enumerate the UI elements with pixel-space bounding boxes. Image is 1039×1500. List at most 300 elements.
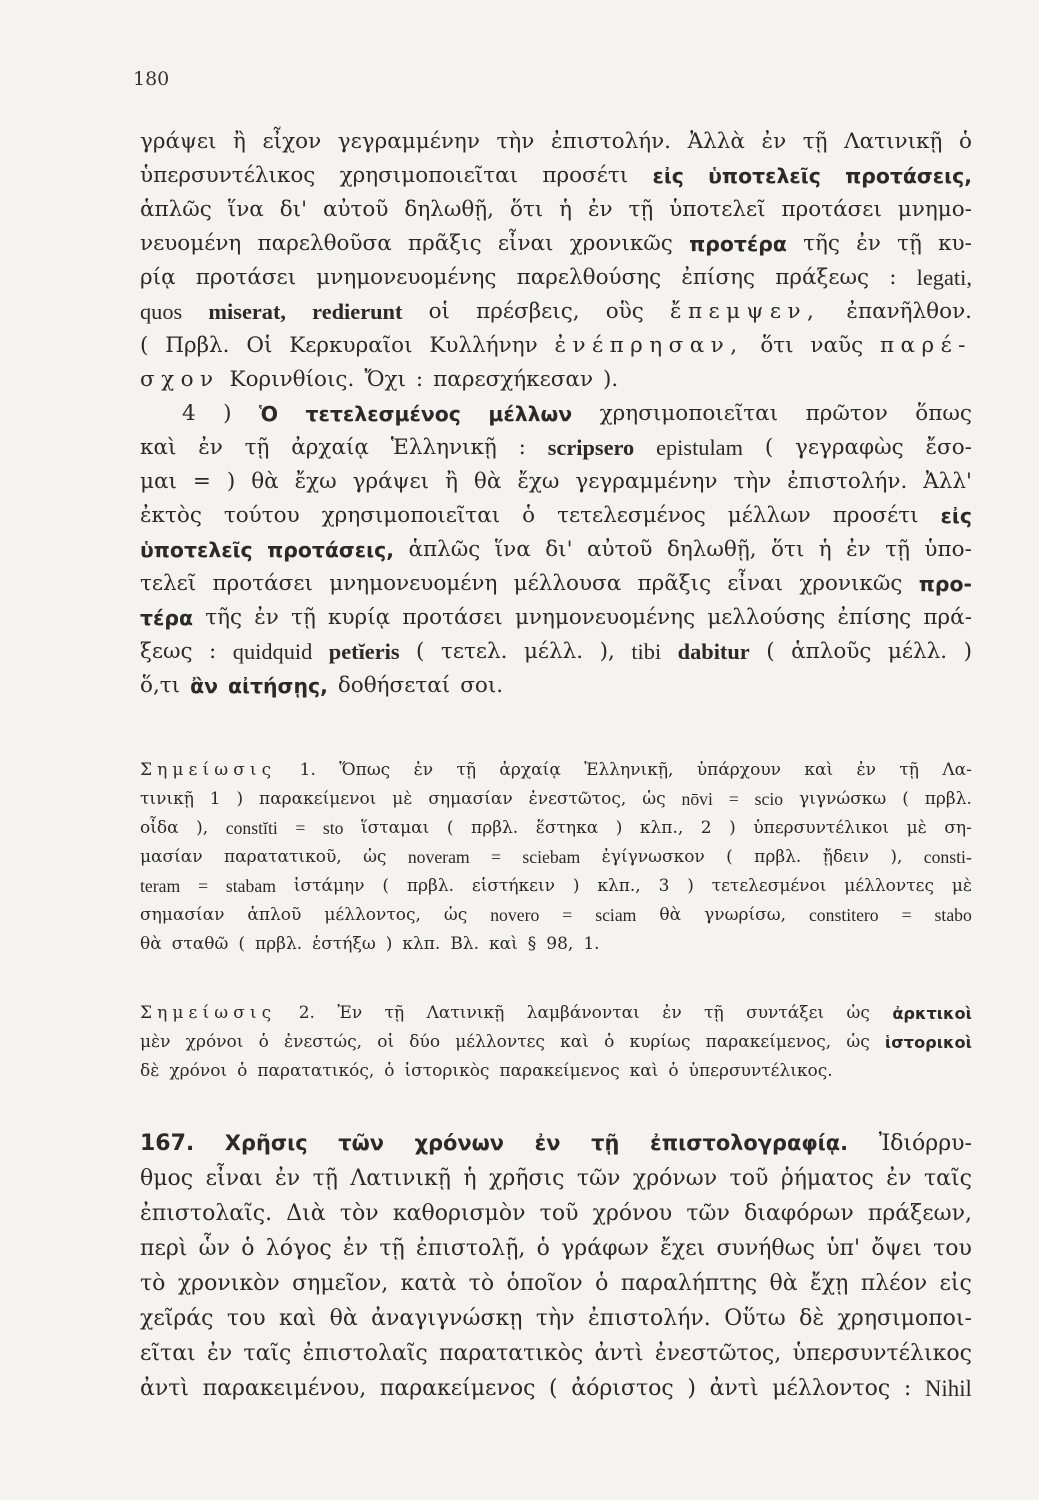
word: ἐν <box>198 435 223 460</box>
word: ταῖς <box>923 1166 972 1191</box>
word: 4 <box>182 401 196 426</box>
word: εἶναι <box>727 571 784 596</box>
word: τῇ <box>312 1166 338 1191</box>
word: ὁ <box>536 1236 550 1261</box>
word: μέλλ. <box>887 639 948 664</box>
word: ὅ,τι <box>140 673 181 698</box>
word: ἵνα <box>494 537 531 562</box>
word: Ἑλληνικῇ <box>390 435 497 460</box>
word: ἐνεστῶτος, <box>528 789 627 809</box>
word: ἐν <box>274 1166 301 1191</box>
word: ἔχει <box>660 1236 706 1261</box>
word: ἀρχαίᾳ <box>499 760 561 780</box>
word: πρῶτον <box>805 401 888 426</box>
word: ), <box>599 639 615 664</box>
text-line <box>140 843 972 872</box>
word: ( <box>764 435 774 460</box>
word: ἐν <box>886 1166 912 1191</box>
word: 1 <box>209 789 221 809</box>
word: ἐγίγνωσκον <box>601 847 705 867</box>
word: τούτου <box>223 503 300 528</box>
word: τὸν <box>339 1201 379 1226</box>
text-line <box>140 1371 972 1406</box>
word: ὁ <box>241 1236 255 1261</box>
word: προτέρα <box>689 232 787 256</box>
word: epistulam <box>656 435 743 460</box>
word: τὸ <box>140 1271 166 1296</box>
word: καὶ <box>804 760 834 780</box>
word: πρβλ. <box>471 818 519 838</box>
word: τέρα <box>140 606 194 630</box>
word: ὑπάρχουν <box>696 760 781 780</box>
word: Λατινικῇ <box>426 1003 505 1023</box>
word: ἡ <box>559 197 573 222</box>
word: παραλήπτης <box>620 1271 758 1296</box>
word: γράφων <box>561 1236 649 1261</box>
word: ὑπο- <box>924 537 972 562</box>
word: scio <box>754 789 784 809</box>
section-167 <box>140 1126 972 1406</box>
word: ἔχω <box>517 469 560 494</box>
word: σημασίαν <box>140 905 225 925</box>
word: ἔχῃ <box>809 1271 849 1296</box>
word: πρά- <box>923 605 972 630</box>
word: εἶναι <box>497 231 554 256</box>
word: ( <box>766 639 775 664</box>
word: τῇ <box>897 231 922 256</box>
word: quidquid <box>232 639 313 664</box>
word: stabam <box>225 876 276 896</box>
word: Κερκυραῖοι <box>289 333 413 358</box>
word: ὁ <box>258 1032 269 1052</box>
word: ἐπιστολήν. <box>550 129 671 154</box>
word: εἰς <box>652 164 684 188</box>
word: Χρῆσις <box>224 1131 308 1155</box>
word: παρελθούσης <box>516 265 662 290</box>
word: εἶναι <box>205 1166 263 1191</box>
word: ), <box>196 818 209 838</box>
word: Ὁ <box>259 402 279 426</box>
word: κλπ., <box>597 876 641 896</box>
word: ἐν <box>856 760 876 780</box>
word: ὡς <box>846 1032 870 1052</box>
word: κλπ., <box>639 818 684 838</box>
word: κυρίως <box>629 1032 691 1052</box>
word: ἐπίσης <box>681 265 756 290</box>
word: σχον <box>140 367 220 392</box>
word: μέλλων <box>488 402 573 426</box>
word: παρέ- <box>879 333 972 358</box>
word: μέλλουσα <box>513 571 622 596</box>
word: τινικῇ <box>140 789 194 809</box>
word: teram <box>140 876 181 896</box>
text-line <box>140 363 972 397</box>
word: Ἀλλ' <box>923 469 972 494</box>
word: sto <box>322 818 344 838</box>
paragraph-latin-tenses <box>140 125 972 703</box>
word: constĭti <box>225 818 278 838</box>
word: θὰ <box>473 469 502 494</box>
text-line <box>140 193 972 227</box>
word: ὡς <box>443 905 468 925</box>
word: δοθήσεταί <box>337 673 451 698</box>
word: ἐπιστολογραφίᾳ. <box>649 1131 849 1155</box>
text-line <box>140 930 972 959</box>
word: πρβλ. <box>406 876 455 896</box>
word: μέλλ. <box>523 639 584 664</box>
word: Ἀλλὰ <box>687 129 745 154</box>
word: ( <box>382 876 390 896</box>
word: ὁ <box>604 1032 615 1052</box>
word: = <box>295 818 306 838</box>
word: ὁ <box>595 1271 609 1296</box>
text-line <box>140 329 972 363</box>
text-line <box>140 601 972 635</box>
word: τῇ <box>802 129 828 154</box>
word: Λατινικῇ <box>844 129 943 154</box>
word: Σημείωσις <box>140 1003 277 1023</box>
word: ἀντὶ <box>594 1341 644 1366</box>
word: Ὄχι <box>364 367 406 392</box>
word: ὅτι <box>509 197 544 222</box>
word: = <box>901 905 912 925</box>
word: τετελ. <box>440 639 508 664</box>
word: ὁ <box>237 1061 248 1081</box>
word: miserat, <box>208 299 287 324</box>
word: θμος <box>140 1166 194 1191</box>
word: § <box>527 934 537 954</box>
text-line <box>140 901 972 930</box>
word: ἐν <box>342 1236 369 1261</box>
word: προτάσεις, <box>267 538 394 562</box>
word: καὶ <box>140 435 177 460</box>
word: ἡ <box>818 537 832 562</box>
word: Κορινθίοις. <box>229 367 355 392</box>
word: εἰς <box>940 504 972 528</box>
word: sciam <box>595 905 637 925</box>
word: ὄψει <box>871 1236 922 1261</box>
word: οἱ <box>377 1032 395 1052</box>
word: ρίᾳ <box>140 265 176 290</box>
word: γράψει <box>140 129 217 154</box>
word: ) <box>615 818 623 838</box>
word: τῇ <box>456 760 477 780</box>
word: κλπ. <box>402 934 441 954</box>
word: ἑστήξω <box>312 934 376 954</box>
word: ) <box>687 1376 696 1401</box>
word: ῥήματος <box>780 1166 874 1191</box>
word: ὑπερσυντέλικοι <box>753 818 890 838</box>
word: ὡς <box>846 1003 870 1023</box>
word: προ- <box>918 572 972 596</box>
text-line <box>140 1161 972 1196</box>
word: προτάσει <box>195 265 297 290</box>
word: legati, <box>916 265 972 290</box>
word: τὸ <box>468 1271 495 1296</box>
word: ἐκτὸς <box>140 503 202 528</box>
word: ἐπιστολήν. <box>787 469 908 494</box>
word: ), <box>890 847 903 867</box>
word: ἐν <box>254 605 279 630</box>
word: προτάσει <box>781 197 882 222</box>
word: γεγραμμένην <box>337 129 480 154</box>
word: sciebam <box>522 847 581 867</box>
word: ἐν <box>856 231 881 256</box>
word: μνημονευομένης <box>514 605 696 630</box>
word: χρονικῶς <box>799 571 903 596</box>
word: ἀντὶ <box>709 1376 759 1401</box>
word: μαι <box>140 469 177 494</box>
word: dabitur <box>677 639 750 664</box>
word: ἵσταμαι <box>360 818 430 838</box>
word: ἀναγιγνώσκῃ <box>371 1306 523 1331</box>
word: ἱστορικὸς <box>404 1061 490 1081</box>
word: μέλλοντες <box>455 1032 545 1052</box>
word: τὴν <box>496 129 535 154</box>
word: πράξεως <box>775 265 870 290</box>
page-number: 180 <box>133 68 170 90</box>
word: εἶχον <box>262 129 322 154</box>
word: χεῖράς <box>140 1306 214 1331</box>
word: ἁπλοῦ <box>247 905 302 925</box>
text-line <box>140 567 972 601</box>
word: πλέον <box>860 1271 928 1296</box>
word: δι' <box>279 197 308 222</box>
word: ) <box>687 876 694 896</box>
word: χρόνοι <box>169 1061 228 1081</box>
word: εἱστήκειν <box>471 876 555 896</box>
word: ) <box>729 818 736 838</box>
word: ὁ <box>384 1061 395 1081</box>
word: Σημείωσις <box>140 760 277 780</box>
word: νευομένη <box>140 231 242 256</box>
word: : <box>209 639 217 664</box>
word: οὓς <box>605 299 644 324</box>
word: τελεῖ <box>140 571 197 596</box>
word: ὁ <box>958 129 972 154</box>
word: μασίαν <box>140 847 203 867</box>
word: θὰ <box>659 905 682 925</box>
word: τῇ <box>885 537 910 562</box>
word: consti- <box>923 847 972 867</box>
word: ἐν <box>413 760 434 780</box>
word: τῇ <box>628 197 654 222</box>
word: ἢ <box>445 469 458 494</box>
word: διαφόρων <box>744 1201 854 1226</box>
word: μνημονευομένη <box>329 571 498 596</box>
word: παρατατικός, <box>257 1061 375 1081</box>
word: ) <box>572 876 580 896</box>
word: γεγραμμένην <box>575 469 718 494</box>
word: μέλλοντες <box>844 876 934 896</box>
word: τῇ <box>379 1236 405 1261</box>
word: : <box>518 435 526 460</box>
word: ὑποτελεῖ <box>669 197 766 222</box>
word: ξεως <box>140 639 193 664</box>
word: σοι. <box>460 673 504 698</box>
word: Διὰ <box>286 1201 326 1226</box>
word: ἐνεστῶτος, <box>654 1341 782 1366</box>
word: λόγος <box>265 1236 332 1261</box>
word: πρβλ. <box>254 934 303 954</box>
word: Κυλλήνην <box>429 333 538 358</box>
word: καθορισμὸν <box>392 1201 526 1226</box>
word: μελλούσης <box>707 605 826 630</box>
text-line <box>140 872 972 901</box>
word: ( <box>238 934 245 954</box>
word: Λατινικῇ <box>350 1166 451 1191</box>
word: κυρίᾳ <box>328 605 391 630</box>
text-line <box>140 125 972 159</box>
word: petĭeris <box>328 639 400 664</box>
word: γιγνώσκω <box>799 789 887 809</box>
word: προτάσεις, <box>845 164 972 188</box>
word: Ὅπως <box>339 760 391 780</box>
word: δι' <box>545 537 573 562</box>
word: ἁπλῶς <box>408 537 481 562</box>
text-line <box>140 785 972 814</box>
word: ὑποτελεῖς <box>708 164 821 188</box>
word: παρεσχήκεσαν <box>433 367 594 392</box>
word: ὁποῖον <box>506 1271 583 1296</box>
text-line <box>140 295 972 329</box>
word: τοῦ <box>539 1201 579 1226</box>
word: novero <box>490 905 540 925</box>
word: ὑποτελεῖς <box>140 538 253 562</box>
word: ἀρκτικοὶ <box>892 1004 972 1023</box>
word: 1. <box>583 934 600 954</box>
word: εἰς <box>939 1271 972 1296</box>
word: ἵνα <box>227 197 264 222</box>
word: τῆς <box>803 231 840 256</box>
word: ἁπλοῦς <box>791 639 872 664</box>
word: θὰ <box>769 1271 798 1296</box>
word: τῆς <box>205 605 243 630</box>
word: ) <box>385 934 393 954</box>
word: παρατατικὸς <box>439 1341 584 1366</box>
word: ἐνεστώς, <box>284 1032 363 1052</box>
word: μνημο- <box>897 197 972 222</box>
word: εῖται <box>140 1341 196 1366</box>
word: αὐτοῦ <box>586 537 653 562</box>
word: πράξεων, <box>867 1201 972 1226</box>
word: μὲ <box>392 789 413 809</box>
word: ὡς <box>363 847 387 867</box>
word: μέλλοντος, <box>324 905 421 925</box>
word: μὲ <box>906 818 927 838</box>
word: ὁ <box>522 503 536 528</box>
text-line <box>140 814 972 843</box>
word: 2 <box>700 818 712 838</box>
word: ( <box>140 333 149 358</box>
word: Λα- <box>942 760 972 780</box>
word: ἱστορικοὶ <box>884 1033 972 1052</box>
word: ἀόριστος <box>571 1376 674 1401</box>
word: μὲν <box>140 1032 171 1052</box>
text-line <box>140 1196 972 1231</box>
word: Nihil <box>924 1376 972 1401</box>
word: ἔπεμψεν, <box>669 299 821 324</box>
word: γεγραφὼς <box>795 435 904 460</box>
word: αὐτοῦ <box>322 197 389 222</box>
word: συντάξει <box>746 1003 825 1023</box>
word: τῇ <box>291 605 316 630</box>
word: ἐν <box>761 129 787 154</box>
word: χρονικὸν <box>177 1271 280 1296</box>
word: δύο <box>409 1032 441 1052</box>
word: καὶ <box>279 1306 317 1331</box>
word: χρόνου <box>592 1201 673 1226</box>
word: ἐν <box>662 1003 682 1023</box>
word: = <box>491 847 501 867</box>
word: παρελθοῦσα <box>257 231 392 256</box>
word: ἀντὶ <box>140 1376 190 1401</box>
word: καὶ <box>488 934 518 954</box>
word: του <box>226 1306 266 1331</box>
word: ( <box>416 639 425 664</box>
note-1 <box>140 756 972 959</box>
word: ἡ <box>463 1166 477 1191</box>
text-line <box>140 1266 972 1301</box>
word: ) <box>226 469 236 494</box>
word: ἐν <box>534 1131 561 1155</box>
text-line <box>140 465 972 499</box>
word: ἢ <box>233 129 246 154</box>
word: σταθῶ <box>171 934 229 954</box>
word: ταῖς <box>243 1341 292 1366</box>
word: noveram <box>407 847 470 867</box>
word: 3 <box>658 876 670 896</box>
text-line <box>140 533 972 567</box>
word: χρῆσις <box>489 1166 565 1191</box>
word: καὶ <box>629 1061 659 1081</box>
word: τῇ <box>244 435 270 460</box>
word: ἱστάμην <box>293 876 365 896</box>
word: 167. <box>140 1131 195 1156</box>
word: γράψει <box>352 469 430 494</box>
word: δηλωθῇ, <box>666 537 757 562</box>
word: scripsero <box>547 435 635 460</box>
word: redierunt <box>312 299 403 324</box>
word: τὴν <box>733 469 772 494</box>
word: χρησιμοποι- <box>837 1306 972 1331</box>
word: ἐν <box>846 537 871 562</box>
word: ἀρχαίᾳ <box>291 435 369 460</box>
word: Βλ. <box>450 934 479 954</box>
word: παρατατικοῦ, <box>224 847 342 867</box>
word: παρακείμενοι <box>259 789 377 809</box>
word: τετελεσμένος <box>557 503 706 528</box>
word: ᾔδειν <box>822 847 869 867</box>
word: χρόνων <box>414 1131 505 1155</box>
word: Ἑλληνικῇ, <box>584 760 674 780</box>
word: ἐπίσης <box>837 605 912 630</box>
word: μέλλοντος <box>772 1376 891 1401</box>
word: δὲ <box>140 1061 160 1081</box>
note-2 <box>140 999 972 1086</box>
word: τῶν <box>686 1201 730 1226</box>
word: σημασίαν <box>428 789 513 809</box>
word: ἂν <box>190 674 219 698</box>
word: σημεῖον, <box>292 1271 389 1296</box>
word: μέλλων <box>727 503 811 528</box>
word: ὡς <box>642 789 666 809</box>
word: προσέτι <box>832 503 919 528</box>
word: : <box>415 367 424 392</box>
word: ( <box>446 818 454 838</box>
word: κατὰ <box>400 1271 457 1296</box>
word: ) <box>963 639 972 664</box>
